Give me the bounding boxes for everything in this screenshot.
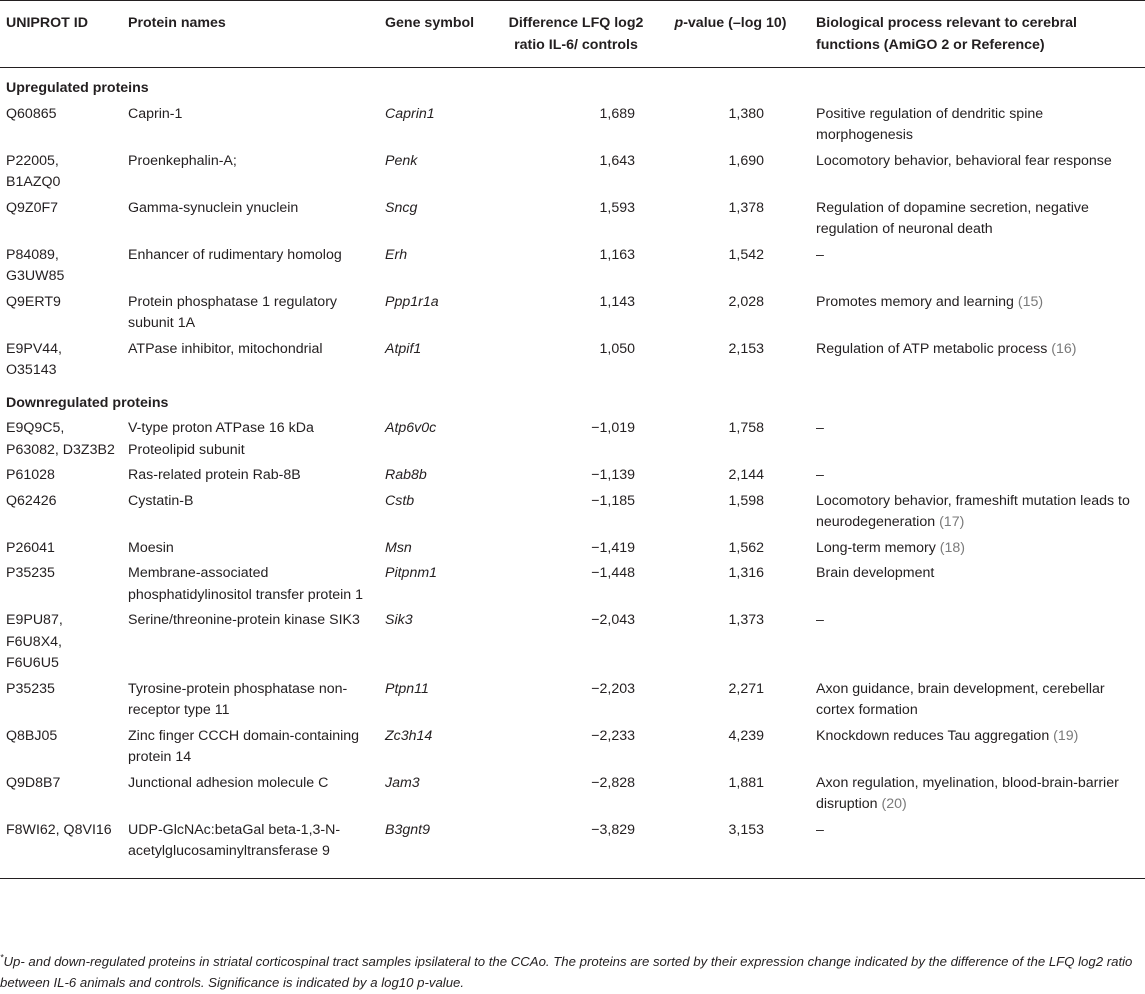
cell-protein-name: Zinc finger CCCH domain-containing protein 14	[128, 727, 360, 765]
cell-protein-name: Enhancer of rudimentary homolog	[128, 246, 342, 263]
header-biological-process: Biological process relevant to cerebral functions (AmiGO 2 or Reference)	[810, 1, 1145, 68]
cell-difference: −1,448	[591, 565, 635, 581]
table-row	[0, 819, 1145, 879]
cell-pvalue: 1,380	[728, 105, 764, 122]
cell-pvalue: 2,028	[728, 293, 764, 310]
cell-uniprot-id: Q9ERT9	[6, 293, 61, 310]
cell-biological-process	[810, 103, 1145, 150]
table-row	[0, 537, 1145, 563]
cell-pvalue: 2,271	[728, 680, 764, 697]
cell-protein-name: Tyrosine-protein phosphatase non-receptor type 11	[128, 680, 348, 718]
footnote-text: Up- and down-regulated proteins in striatal corticospinal tract samples ipsilateral to the CCAo. The proteins are sorted by their expression change indicated by the difference of the LFQ log2 ratio between IL-6 animals and controls. Significance is indicated by a log10 p-value.	[0, 954, 1133, 990]
cell-gene-symbol: Atp6v0c	[385, 420, 437, 436]
table-row	[0, 772, 1145, 819]
cell-pvalue: 1,598	[728, 492, 764, 509]
cell-uniprot-id: P35235	[6, 565, 55, 581]
cell-difference: −2,233	[591, 727, 635, 744]
process-text: Locomotory behavior, behavioral fear response	[816, 152, 1112, 169]
cell-biological-process	[810, 772, 1145, 819]
table-footnote	[0, 951, 1140, 993]
cell-pvalue: 2,153	[728, 340, 764, 357]
cell-protein-name: Proenkephalin-A;	[128, 152, 237, 169]
cell-gene-symbol: Ppp1r1a	[385, 293, 439, 310]
cell-biological-process	[810, 417, 1145, 464]
table-row	[0, 244, 1145, 291]
cell-protein-name: Caprin-1	[128, 105, 183, 122]
table-row	[0, 338, 1145, 385]
cell-uniprot-id: F8WI62, Q8VI16	[0, 819, 122, 879]
process-text: Locomotory behavior, frameshift mutation leads to neurodegeneration	[816, 492, 1130, 530]
cell-gene-symbol: Msn	[385, 539, 412, 556]
process-text: Knockdown reduces Tau aggregation	[816, 727, 1050, 744]
cell-difference: −1,185	[591, 492, 635, 509]
table-row	[0, 678, 1145, 725]
cell-uniprot-id: P84089, G3UW85	[6, 246, 65, 284]
cell-gene-symbol: Caprin1	[385, 105, 435, 122]
reference-link[interactable]: (16)	[1051, 340, 1077, 357]
cell-protein-name: Protein phosphatase 1 regulatory subunit 1A	[128, 293, 338, 331]
section-heading: Downregulated proteins	[6, 394, 169, 411]
cell-protein-name: Cystatin-B	[128, 492, 194, 509]
cell-protein-name: V-type proton ATPase 16 kDa Proteolipid subunit	[128, 420, 314, 458]
reference-link[interactable]: (15)	[1017, 293, 1044, 310]
cell-uniprot-id: P26041	[6, 539, 55, 556]
header-uniprot: UNIPROT ID	[0, 1, 122, 68]
header-difference: Difference LFQ log2 ratio IL-6/ controls	[501, 1, 651, 68]
cell-gene-symbol: Erh	[385, 246, 408, 263]
header-pvalue	[651, 1, 810, 68]
section-row	[0, 68, 1145, 103]
cell-uniprot-id: E9Q9C5, P63082, D3Z3B2	[6, 420, 115, 458]
process-text: Axon guidance, brain development, cerebellar cortex formation	[816, 680, 1105, 718]
section-heading: Upregulated proteins	[6, 80, 149, 96]
cell-biological-process	[810, 537, 1145, 563]
process-text: Positive regulation of dendritic spine morphogenesis	[816, 105, 1044, 143]
cell-uniprot-id: P61028	[6, 467, 55, 483]
cell-protein-name: Junctional adhesion molecule C	[128, 774, 329, 791]
cell-gene-symbol: B3gnt9	[379, 819, 501, 879]
cell-pvalue: 1,758	[728, 420, 764, 436]
process-text: –	[816, 821, 824, 838]
cell-uniprot-id: E9PU87, F6U8X4, F6U6U5	[6, 612, 63, 671]
cell-uniprot-id: Q8BJ05	[6, 727, 58, 744]
cell-difference: 1,163	[599, 246, 635, 263]
process-text: –	[816, 420, 824, 436]
cell-biological-process	[810, 609, 1145, 678]
cell-gene-symbol: Zc3h14	[385, 727, 433, 744]
process-text: Regulation of dopamine secretion, negative regulation of neuronal death	[816, 199, 1089, 237]
table-row	[0, 103, 1145, 150]
cell-biological-process	[810, 338, 1145, 385]
cell-difference: −2,828	[591, 774, 635, 791]
cell-biological-process	[810, 678, 1145, 725]
cell-biological-process	[810, 725, 1145, 772]
cell-protein-name: Moesin	[128, 539, 174, 556]
cell-biological-process	[810, 291, 1145, 338]
cell-difference: −2,043	[591, 612, 635, 628]
cell-uniprot-id: Q60865	[6, 105, 57, 122]
table-row	[0, 609, 1145, 678]
table-row	[0, 725, 1145, 772]
cell-difference: 1,143	[599, 293, 635, 310]
table-row	[0, 150, 1145, 197]
cell-gene-symbol: Ptpn11	[385, 680, 429, 697]
reference-link[interactable]: (18)	[939, 539, 966, 556]
cell-difference: 1,643	[599, 152, 635, 169]
cell-protein-name: Serine/threonine-protein kinase SIK3	[128, 612, 360, 628]
cell-pvalue: 1,562	[728, 539, 764, 556]
table-row	[0, 197, 1145, 244]
table-row	[0, 291, 1145, 338]
cell-protein-name: UDP-GlcNAc:betaGal beta-1,3-N-acetylglucosaminyltransferase 9	[122, 819, 379, 879]
cell-difference: −1,139	[591, 467, 635, 483]
cell-biological-process	[810, 562, 1145, 609]
header-pvalue-rest: -value (–log 10)	[683, 15, 787, 31]
cell-protein-name: Membrane-associated phosphatidylinositol transfer protein 1	[128, 565, 364, 603]
cell-difference: −2,203	[591, 680, 635, 697]
cell-difference: −3,829	[501, 819, 651, 879]
cell-uniprot-id: Q9D8B7	[6, 774, 61, 791]
process-text: Promotes memory and learning	[816, 293, 1014, 310]
table-row	[0, 490, 1145, 537]
header-protein-names: Protein names	[122, 1, 379, 68]
reference-link[interactable]: (20)	[881, 796, 907, 812]
cell-protein-name: Ras-related protein Rab-8B	[128, 467, 301, 483]
table-row	[0, 417, 1145, 464]
cell-biological-process	[810, 150, 1145, 197]
cell-biological-process	[810, 464, 1145, 490]
cell-gene-symbol: Penk	[385, 152, 418, 169]
process-text: Long-term memory	[816, 539, 936, 556]
cell-gene-symbol: Cstb	[385, 492, 415, 509]
cell-difference: 1,593	[599, 199, 635, 216]
cell-biological-process	[810, 244, 1145, 291]
cell-uniprot-id: E9PV44, O35143	[6, 340, 63, 378]
cell-pvalue: 1,542	[728, 246, 764, 263]
cell-uniprot-id: Q9Z0F7	[6, 199, 59, 216]
cell-pvalue: 2,144	[728, 467, 764, 483]
cell-gene-symbol: Rab8b	[385, 467, 427, 483]
cell-gene-symbol: Sik3	[385, 612, 413, 628]
reference-link[interactable]: (17)	[939, 514, 965, 530]
cell-pvalue: 1,881	[728, 774, 764, 791]
cell-gene-symbol: Atpif1	[385, 340, 422, 357]
cell-protein-name: ATPase inhibitor, mitochondrial	[128, 340, 323, 357]
header-row	[0, 1, 1145, 68]
cell-pvalue: 1,373	[728, 612, 764, 628]
cell-protein-name: Gamma-synuclein ynuclein	[128, 199, 299, 216]
cell-difference: 1,689	[599, 105, 635, 122]
process-text: –	[816, 612, 824, 628]
cell-pvalue: 1,690	[728, 152, 764, 169]
section-row	[0, 385, 1145, 418]
cell-pvalue: 3,153	[651, 819, 810, 879]
cell-gene-symbol: Sncg	[385, 199, 418, 216]
cell-gene-symbol: Jam3	[385, 774, 420, 791]
cell-difference: −1,419	[591, 539, 635, 556]
process-text: Brain development	[816, 565, 935, 581]
process-text: –	[816, 467, 824, 483]
header-gene-symbol: Gene symbol	[379, 1, 501, 68]
cell-biological-process	[810, 819, 1145, 879]
footnote-marker: *	[0, 952, 4, 963]
cell-biological-process	[810, 490, 1145, 537]
cell-difference: −1,019	[591, 420, 635, 436]
cell-pvalue: 1,316	[728, 565, 764, 581]
cell-pvalue: 1,378	[728, 199, 764, 216]
reference-link[interactable]: (19)	[1053, 727, 1079, 744]
process-text: –	[816, 246, 824, 263]
cell-difference: 1,050	[599, 340, 635, 357]
cell-uniprot-id: Q62426	[6, 492, 57, 509]
process-text: Regulation of ATP metabolic process	[816, 340, 1048, 357]
table-row	[0, 464, 1145, 490]
cell-gene-symbol: Pitpnm1	[385, 565, 438, 581]
process-text: Axon regulation, myelination, blood-brain-barrier disruption	[816, 774, 1119, 812]
header-pvalue-italic: p	[674, 15, 684, 31]
cell-biological-process	[810, 197, 1145, 244]
cell-uniprot-id: P22005, B1AZQ0	[6, 152, 61, 190]
table-row	[0, 562, 1145, 609]
cell-uniprot-id: P35235	[6, 680, 55, 697]
cell-pvalue: 4,239	[728, 727, 764, 744]
